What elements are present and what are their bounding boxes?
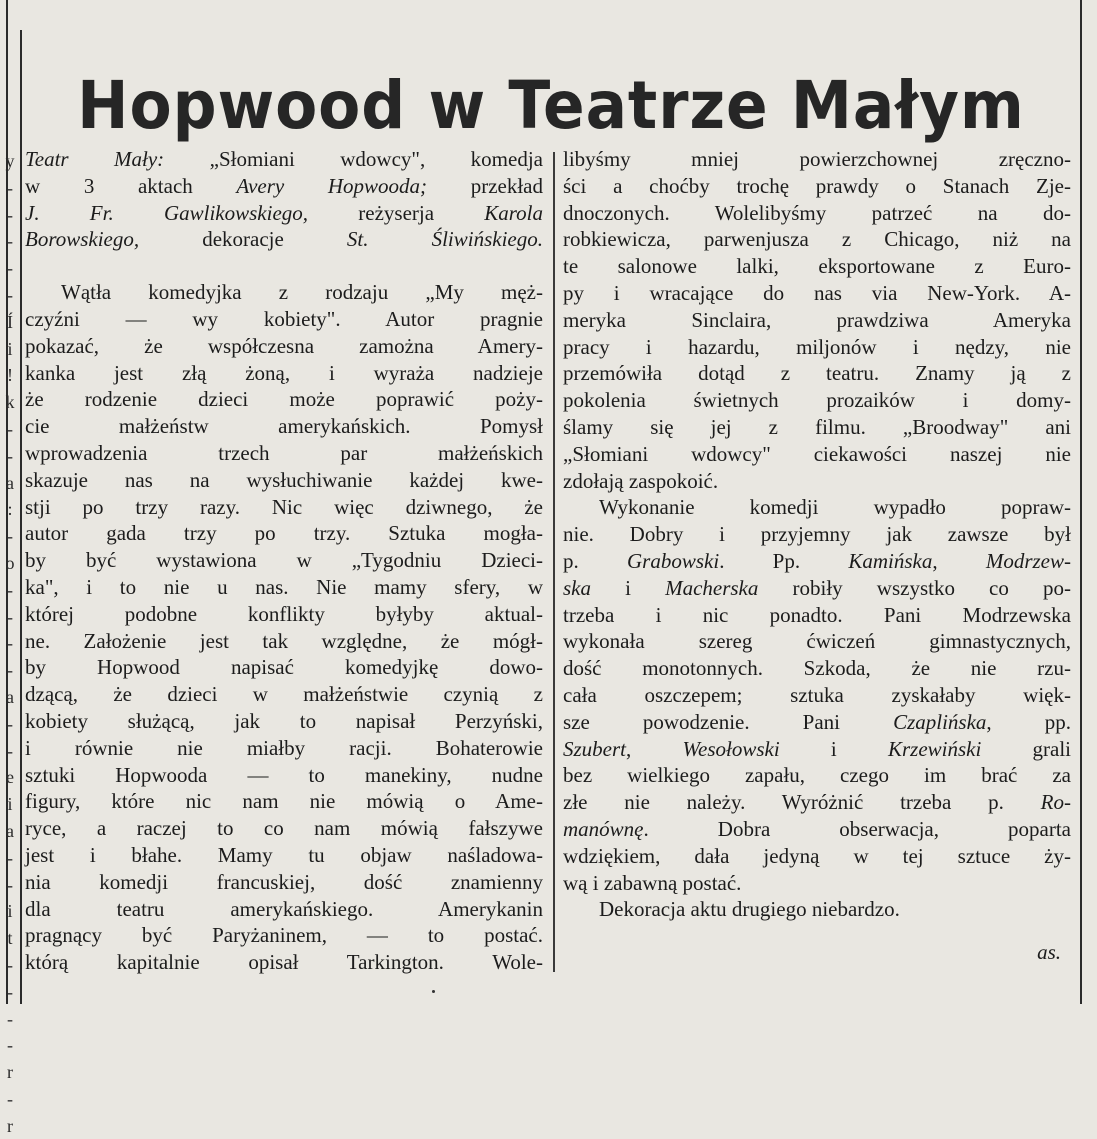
margin-fragment: o (5, 552, 15, 573)
text-line: złe nie należy. Wyróżnić trzeba p. Ro- (563, 790, 1071, 815)
margin-fragment: i (7, 794, 13, 815)
text-line: dość monotonnych. Szkoda, że nie rzu- (563, 656, 1071, 681)
margin-fragment: - (7, 177, 13, 198)
margin-fragment: i (7, 901, 13, 922)
margin-fragment: k (5, 392, 15, 413)
text-line: Wykonanie komedji wypadło popraw- (599, 495, 1071, 520)
margin-fragment: - (7, 284, 13, 305)
text-line: manównę. Dobra obserwacja, poparta (563, 816, 1071, 841)
article-headline: Hopwood w Teatrze Małym (77, 67, 1025, 145)
margin-fragment: - (7, 633, 13, 654)
margin-fragment: - (7, 1035, 13, 1056)
margin-fragment: - (7, 579, 13, 600)
text-line: „Słomiani wdowcy" ciekawości naszej nie (563, 441, 1071, 466)
text-line: robkiewicza, parwenjusza z Chicago, niż na (563, 227, 1071, 252)
margin-fragment: r (7, 1115, 13, 1136)
text-line: jest i błahe. Mamy tu objaw naśladowa- (25, 842, 543, 867)
margin-fragment: e (6, 767, 14, 788)
margin-fragment: - (7, 954, 13, 975)
text-line: cie małżeństw amerykańskich. Pomysł (25, 414, 543, 439)
margin-fragment: - (7, 445, 13, 466)
intro-credits (25, 146, 543, 253)
column-divider (553, 152, 555, 972)
text-line: libyśmy mniej powierzchownej zręczno- (563, 147, 1071, 171)
text-line: ne. Założenie jest tak względne, że mógł- (25, 628, 543, 653)
text-line: że rodzenie dzieci może poprawić poży- (25, 387, 543, 412)
text-line: Wątła komedyjka z rodzaju „My męż- (61, 280, 543, 305)
margin-fragment: r (7, 1062, 13, 1083)
intro-line: J. Fr. Gawlikowskiego, reżyserja Karola (25, 200, 544, 225)
right-body-text (563, 146, 1071, 923)
text-line: meryka Sinclaira, prawdziwa Ameryka (563, 307, 1071, 332)
margin-fragment: - (7, 981, 13, 1002)
margin-fragment: Í (7, 311, 13, 332)
author-signature: as. (1037, 940, 1061, 964)
text-line: przemówiła dotąd z teatru. Znamy ją z (563, 361, 1071, 386)
left-column (25, 146, 543, 976)
text-line: pracy i hazardu, miljonów i nędzy, nie (563, 334, 1071, 359)
text-line: cała oszczepem; sztuka zyskałaby więk- (563, 682, 1071, 707)
right-column (563, 146, 1071, 923)
text-line: ska i Macherska robiły wszystko co po- (563, 575, 1071, 600)
text-line: ryce, a raczej to co nam mówią fałszywe (25, 816, 543, 841)
margin-fragment: a (6, 820, 14, 841)
text-line: wdziękiem, dała jedyną w tej sztuce ży- (563, 843, 1071, 868)
text-line: py i wracające do nas via New-York. A- (563, 280, 1071, 305)
text-line: stji po trzy razy. Nic więc dziwnego, że (25, 494, 543, 519)
paragraph-gap (25, 253, 543, 279)
intro-line: Borowskiego, dekoracje St. Śliwińskiego. (25, 227, 543, 252)
text-line: wą i zabawną postać. (563, 870, 742, 895)
text-line: wprowadzenia trzech par małżeńskich (25, 440, 543, 465)
text-line: którą kapitalnie opisał Tarkington. Wole- (25, 950, 543, 975)
print-speck (432, 990, 435, 993)
text-line: ści a choćby trochę prawdy o Stanach Zje- (563, 173, 1071, 198)
text-line: zdołają zaspokoić. (563, 468, 719, 493)
text-line: czyźni — wy kobiety". Autor pragnie (25, 306, 543, 331)
text-line: pokolenia świetnych prozaików i domy- (563, 388, 1071, 413)
margin-fragment: - (7, 258, 13, 279)
right-rule (1080, 0, 1082, 1004)
text-line: ślamy się jej z filmu. „Broodway" ani (563, 414, 1071, 439)
margin-fragment: - (7, 713, 13, 734)
text-line: wykonała szereg ćwiczeń gimnastycznych, (563, 629, 1071, 654)
text-line: te salonowe lalki, eksportowane z Euro- (563, 254, 1071, 279)
text-line: pragnący być Paryżaninem, — to postać. (25, 923, 543, 948)
text-line: by Hopwood napisać komedyjkę dowo- (25, 655, 543, 680)
text-line: p. Grabowski. Pp. Kamińska, Modrzew- (563, 548, 1072, 573)
text-line: Dekoracja aktu drugiego niebardzo. (599, 897, 900, 922)
text-line: pokazać, że współczesna zamożna Amery- (25, 333, 543, 358)
text-line: trzeba i nic ponadto. Pani Modrzewska (563, 602, 1071, 627)
text-line: autor gada trzy po trzy. Sztuka mogła- (25, 521, 543, 546)
margin-fragment: a (6, 686, 14, 707)
text-line: dzącą, że dzieci w małżeństwie czynią z (25, 682, 543, 707)
margin-fragment: - (7, 874, 13, 895)
text-line: by być wystawiona w „Tygodniu Dzieci- (25, 548, 543, 573)
margin-fragment: : (7, 499, 13, 520)
text-line: dnoczonych. Wolelibyśmy patrzeć na do- (563, 200, 1071, 225)
text-line: nie. Dobry i przyjemny jak zawsze był (563, 522, 1071, 547)
margin-fragment: - (7, 1088, 13, 1109)
margin-fragment: i (7, 338, 13, 359)
margin-fragment: - (7, 1008, 13, 1029)
text-line: której podobne konflikty byłyby aktual- (25, 601, 543, 626)
margin-fragment: - (7, 847, 13, 868)
margin-fragment: - (7, 740, 13, 761)
text-line: kanka jest złą żoną, i wyraża nadzieje (25, 360, 543, 385)
margin-fragment: y (5, 151, 15, 171)
margin-fragment: - (7, 231, 13, 252)
text-line: bez wielkiego zapału, czego im brać za (563, 763, 1071, 788)
text-line: skazuje nas na wysłuchiwanie każdej kwe- (25, 467, 543, 492)
margin-fragment: - (7, 606, 13, 627)
margin-fragment: - (7, 418, 13, 439)
text-line: ka", i to nie u nas. Nie mamy sfery, w (25, 574, 543, 599)
margin-fragment: - (7, 526, 13, 547)
text-line: dla teatru amerykańskiego. Amerykanin (25, 896, 543, 921)
text-line: i równie nie miałby racji. Bohaterowie (25, 735, 543, 760)
intro-line: w 3 aktach Avery Hopwooda; przekład (25, 173, 543, 198)
intro-line: Teatr Mały: „Słomiani wdowcy", komedja (25, 147, 543, 171)
margin-fragment: a (6, 472, 14, 493)
neighbor-column-fragments (0, 148, 20, 1139)
text-line: nia komedji francuskiej, dość znamienny (25, 869, 543, 894)
margin-fragment: t (7, 928, 13, 949)
text-line: figury, które nic nam nie mówią o Ame- (25, 789, 543, 814)
text-line: sztuki Hopwooda — to manekiny, nudne (25, 762, 543, 787)
margin-fragment: - (7, 660, 13, 681)
text-line: kobiety służącą, jak to napisał Perzyński, (25, 708, 543, 733)
text-line: Szubert, Wesołowski i Krzewiński grali (563, 736, 1072, 761)
text-line: sze powodzenie. Pani Czaplińska, pp. (563, 709, 1071, 734)
left-body-text (25, 279, 543, 976)
margin-fragment: ! (7, 365, 13, 386)
left-inner-rule (20, 30, 22, 1004)
margin-fragment: - (7, 204, 13, 225)
